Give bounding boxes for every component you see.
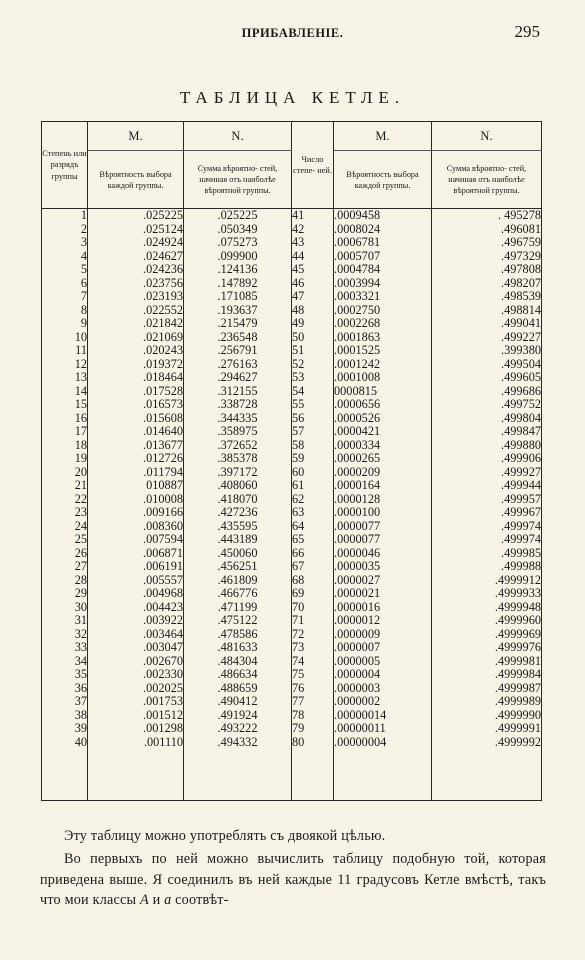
- table-cell: .002025: [143, 680, 183, 695]
- table-cell: 74: [292, 653, 305, 668]
- table-cell: .215479: [217, 316, 258, 330]
- table-cell: .00000011: [334, 721, 386, 735]
- table-cell: 30: [74, 599, 87, 614]
- table-cell: 41: [292, 208, 305, 222]
- table-cell: .499504: [501, 356, 541, 371]
- table-cell: .024924: [143, 235, 183, 249]
- table-cell: .0000007: [334, 640, 381, 654]
- table-cell: .4999969: [494, 626, 541, 641]
- table-cell: 6: [80, 275, 87, 290]
- column-N-description-right: Сумма вѣроятно- стей, начиная отъ наиболѣе вѣроятной группы.: [432, 151, 542, 209]
- table-cell: .494332: [217, 734, 258, 749]
- table-cell: 53: [292, 370, 305, 384]
- table-cell: .007594: [143, 532, 183, 546]
- table-cell: 35: [74, 667, 87, 681]
- table-cell: 8: [80, 302, 87, 317]
- table-cell: 38: [74, 707, 87, 722]
- table-cell: 39: [74, 721, 87, 735]
- table-cell: .001512: [143, 707, 183, 722]
- table-cell: .008360: [143, 518, 183, 533]
- table-cell: .0000016: [334, 599, 381, 614]
- table-cell: .498814: [501, 302, 541, 317]
- table-cell: .338728: [217, 397, 258, 411]
- table-cell: 20: [74, 464, 87, 479]
- table-cell: .003047: [143, 640, 183, 654]
- table-cell: .499957: [501, 491, 541, 506]
- table-cell: .010008: [143, 491, 183, 506]
- table-cell: .488659: [217, 680, 258, 695]
- table-cell: .499974: [501, 532, 541, 546]
- table-cell: .4999990: [494, 707, 541, 722]
- table-cell: . 495278: [497, 208, 541, 222]
- degree-column-header: Степень или разрядъ группы: [42, 122, 88, 209]
- table-cell: .4999981: [494, 653, 541, 668]
- table-cell: 50: [292, 329, 305, 344]
- table-cell: 76: [292, 680, 305, 695]
- table-cell: .0000012: [334, 613, 381, 627]
- table-cell: 5: [80, 262, 87, 276]
- table-cell: 17: [74, 424, 87, 438]
- table-cell: .499974: [501, 518, 541, 533]
- table-cell: .0000003: [334, 680, 381, 695]
- table-cell: .385378: [217, 451, 258, 465]
- number-column-header: Число степе- ней.: [292, 122, 334, 209]
- table-cell: 65: [292, 532, 305, 546]
- table-cell: .016573: [143, 397, 183, 411]
- table-cell: 3: [80, 235, 87, 249]
- table-cell: 71: [292, 613, 305, 627]
- table-cell: .435595: [217, 518, 258, 533]
- table-cell: .408060: [217, 478, 258, 492]
- table-cell: .0000027: [334, 572, 381, 587]
- table-cell: 10: [74, 329, 87, 344]
- table-cell: 55: [292, 397, 305, 411]
- probability-column-left: [88, 209, 184, 801]
- table-cell: .499686: [501, 383, 541, 398]
- table-cell: .00000014: [334, 707, 387, 722]
- column-M-header-left: M.: [88, 122, 184, 151]
- table-cell: 37: [74, 694, 87, 708]
- table-cell: .001110: [143, 734, 183, 749]
- table-cell: 54: [292, 383, 305, 398]
- table-cell: .017528: [143, 383, 183, 398]
- table-cell: .497329: [501, 248, 541, 263]
- table-cell: 59: [292, 451, 305, 465]
- table-cell: .024236: [143, 262, 183, 276]
- column-M-description-left: Вѣроятность выбора каждой группы.: [88, 151, 184, 209]
- table-cell: 1: [80, 208, 87, 222]
- table-cell: .003464: [143, 626, 183, 641]
- table-cell: .099900: [217, 248, 258, 263]
- paragraph-2-text: Во первыхъ по ней можно вычислить таблицу подобную той, которая приведена выше. Я соединилъ въ ней каждые 11 градусовъ Кетле вмѣстѣ, такъ что мои классы: [40, 851, 546, 908]
- table-cell: .491924: [217, 707, 258, 722]
- table-cell: .0004784: [334, 262, 381, 276]
- table-cell: 21: [74, 478, 87, 492]
- table-cell: .0001242: [334, 356, 381, 371]
- table-cell: 9: [80, 316, 87, 330]
- table-cell: .358975: [217, 424, 258, 438]
- table-cell: .0000334: [334, 437, 381, 452]
- table-cell: .006871: [143, 545, 183, 560]
- table-cell: .001298: [143, 721, 183, 735]
- table-cell: 66: [292, 545, 305, 560]
- table-cell: 49: [292, 316, 305, 330]
- table-cell: .497808: [501, 262, 541, 276]
- paragraph-2: [40, 849, 546, 911]
- table-cell: .499985: [501, 545, 541, 560]
- table-cell: .496081: [501, 221, 541, 236]
- table-cell: .443189: [217, 532, 258, 546]
- table-cell: .344335: [217, 410, 258, 425]
- table-cell: .0000004: [334, 667, 381, 681]
- table-cell: .0000421: [334, 424, 381, 438]
- table-cell: .418070: [217, 491, 258, 506]
- column-N-header-left: N.: [184, 122, 292, 151]
- table-cell: .0000128: [334, 491, 381, 506]
- paragraph-2-end: соотвѣт-: [171, 892, 229, 908]
- table-cell: .011794: [143, 464, 183, 479]
- table-cell: 47: [292, 289, 305, 303]
- table-cell: .0008024: [334, 221, 381, 236]
- table-cell: .0003994: [334, 275, 381, 290]
- table-cell: .001753: [143, 694, 183, 708]
- table-cell: .002670: [143, 653, 183, 668]
- table-cell: 36: [74, 680, 87, 695]
- table-cell: .4999984: [494, 667, 541, 681]
- table-cell: 23: [74, 505, 87, 519]
- table-cell: .0000164: [334, 478, 381, 492]
- table-cell: .012726: [143, 451, 183, 465]
- table-cell: 40: [74, 734, 87, 749]
- table-cell: 18: [74, 437, 87, 452]
- table-cell: .024627: [143, 248, 183, 263]
- table-cell: .075273: [217, 235, 258, 249]
- degree-column-left: [42, 209, 88, 801]
- table-cell: .022552: [143, 302, 183, 317]
- table-cell: .397172: [217, 464, 258, 479]
- table-cell: .015608: [143, 410, 183, 425]
- table-cell: .499804: [501, 410, 541, 425]
- table-cell: .025124: [143, 221, 183, 236]
- table-cell: .499880: [501, 437, 541, 452]
- table-cell: .4999960: [494, 613, 541, 627]
- table-cell: .312155: [217, 383, 258, 398]
- column-M-description-right: Вѣроятность выбора каждой группы.: [334, 151, 432, 209]
- cumulative-column-right: [432, 209, 542, 801]
- table-cell: .004968: [143, 586, 183, 600]
- table-cell: 16: [74, 410, 87, 425]
- probability-column-right: [334, 209, 432, 801]
- table-cell: .478586: [217, 626, 258, 641]
- table-cell: 19: [74, 451, 87, 465]
- table-cell: 48: [292, 302, 305, 317]
- table-cell: .276163: [217, 356, 258, 371]
- table-cell: .499847: [501, 424, 541, 438]
- table-cell: 73: [292, 640, 305, 654]
- table-cell: 58: [292, 437, 305, 452]
- table-cell: 33: [74, 640, 87, 654]
- table-cell: .498207: [501, 275, 541, 290]
- column-N-header-right: N.: [432, 122, 542, 151]
- table-cell: 77: [292, 694, 305, 708]
- table-cell: 26: [74, 545, 87, 560]
- table-cell: 79: [292, 721, 305, 735]
- table-cell: .450060: [217, 545, 258, 560]
- cumulative-column-left: [184, 209, 292, 801]
- table-cell: .256791: [217, 343, 258, 357]
- table-cell: .003922: [143, 613, 183, 627]
- table-cell: 34: [74, 653, 87, 668]
- table-cell: .0009458: [334, 208, 381, 222]
- table-cell: 43: [292, 235, 305, 249]
- table-cell: 22: [74, 491, 87, 506]
- table-cell: 11: [75, 343, 87, 357]
- running-title: ПРИБАВЛЕНІЕ.: [241, 26, 344, 40]
- table-cell: .023193: [143, 289, 183, 303]
- table-cell: 67: [292, 559, 305, 573]
- table-cell: .0000100: [334, 505, 381, 519]
- table-cell: .0000526: [334, 410, 381, 425]
- table-cell: 010887: [146, 478, 183, 492]
- class-a-symbol: a: [164, 892, 172, 908]
- table-cell: .0005707: [334, 248, 381, 263]
- table-cell: .0001008: [334, 370, 381, 384]
- table-cell: .499988: [501, 559, 541, 573]
- table-cell: .050349: [217, 221, 258, 236]
- table-cell: .372652: [217, 437, 258, 452]
- table-cell: .0000021: [334, 586, 381, 600]
- table-cell: 68: [292, 572, 305, 587]
- class-A-symbol: A: [139, 892, 149, 908]
- table-cell: .499752: [501, 397, 541, 411]
- table-cell: .021069: [143, 329, 183, 344]
- table-cell: .484304: [217, 653, 258, 668]
- table-cell: 52: [292, 356, 305, 371]
- table-cell: 64: [292, 518, 305, 533]
- table-cell: .0000009: [334, 626, 381, 641]
- table-cell: .499927: [501, 464, 541, 479]
- table-cell: .490412: [217, 694, 258, 708]
- table-cell: .0000035: [334, 559, 381, 573]
- table-cell: .493222: [217, 721, 258, 735]
- table-cell: .025225: [143, 208, 183, 222]
- table-cell: 24: [74, 518, 87, 533]
- table-cell: .4999987: [494, 680, 541, 695]
- table-cell: .013677: [143, 437, 183, 452]
- table-cell: 28: [74, 572, 87, 587]
- table-cell: .004423: [143, 599, 183, 614]
- table-cell: 45: [292, 262, 305, 276]
- table-cell: 56: [292, 410, 305, 425]
- table-cell: .019372: [143, 356, 183, 371]
- table-cell: 72: [292, 626, 305, 641]
- table-cell: .0000209: [334, 464, 381, 479]
- table-cell: .00000004: [334, 734, 387, 749]
- table-cell: .499967: [501, 505, 541, 519]
- table-cell: .499605: [501, 370, 541, 384]
- table-cell: 63: [292, 505, 305, 519]
- table-cell: 51: [292, 343, 305, 357]
- table-cell: .461809: [217, 572, 258, 587]
- table-cell: .0000002: [334, 694, 381, 708]
- table-cell: .006191: [143, 559, 183, 573]
- table-cell: 46: [292, 275, 305, 290]
- paragraph-1: Эту таблицу можно употреблять съ двоякой цѣлью.: [64, 828, 386, 844]
- table-cell: .499906: [501, 451, 541, 465]
- table-cell: .486634: [217, 667, 258, 681]
- table-cell: .4999989: [494, 694, 541, 708]
- table-cell: 69: [292, 586, 305, 600]
- table-cell: .4999976: [494, 640, 541, 654]
- table-cell: .0000005: [334, 653, 381, 668]
- table-cell: .4999992: [494, 734, 541, 749]
- table-cell: .475122: [217, 613, 258, 627]
- table-cell: .471199: [217, 599, 258, 614]
- table-cell: .499041: [501, 316, 541, 330]
- degree-column-right: [292, 209, 334, 801]
- table-cell: .496759: [501, 235, 541, 249]
- table-cell: .498539: [501, 289, 541, 303]
- table-cell: .0003321: [334, 289, 381, 303]
- column-N-description-left: Сумма вѣроятно- стей, начиная отъ наиболѣе вѣроятной группы.: [184, 151, 292, 209]
- table-cell: .0000265: [334, 451, 381, 465]
- table-cell: 60: [292, 464, 305, 479]
- table-cell: 13: [74, 370, 87, 384]
- table-cell: 78: [292, 707, 305, 722]
- table-cell: .0001863: [334, 329, 381, 344]
- table-cell: .193637: [217, 302, 258, 317]
- table-cell: 70: [292, 599, 305, 614]
- table-cell: 7: [80, 289, 87, 303]
- table-cell: 57: [292, 424, 305, 438]
- table-cell: 12: [74, 356, 87, 371]
- table-cell: .0001525: [334, 343, 381, 357]
- running-head: [0, 22, 585, 46]
- table-cell: .427236: [217, 505, 258, 519]
- table-cell: 27: [74, 559, 87, 573]
- table-cell: 42: [292, 221, 305, 236]
- table-cell: .4999912: [494, 572, 541, 587]
- table-cell: 15: [74, 397, 87, 411]
- page-number: 295: [514, 22, 540, 41]
- table-cell: .124136: [217, 262, 258, 276]
- table-cell: 75: [292, 667, 305, 681]
- table-cell: .456251: [217, 559, 258, 573]
- table-cell: 4: [80, 248, 87, 263]
- table-cell: .025225: [217, 208, 258, 222]
- table-cell: 44: [292, 248, 305, 263]
- paragraph-2-conjunction: и: [148, 892, 165, 908]
- table-cell: 62: [292, 491, 305, 506]
- table-cell: .0000656: [334, 397, 381, 411]
- table-cell: .4999991: [494, 721, 541, 735]
- table-cell: 32: [74, 626, 87, 641]
- table-cell: 29: [74, 586, 87, 600]
- quetelet-table: [41, 121, 542, 801]
- table-cell: 14: [74, 383, 87, 398]
- table-cell: .171085: [217, 289, 258, 303]
- table-cell: .0006781: [334, 235, 381, 249]
- table-cell: .294627: [217, 370, 258, 384]
- table-cell: .014640: [143, 424, 183, 438]
- table-cell: .023756: [143, 275, 183, 290]
- table-cell: 25: [74, 532, 87, 546]
- table-cell: .147892: [217, 275, 258, 290]
- table-cell: .0000077: [334, 532, 381, 546]
- table-cell: .0002750: [334, 302, 381, 317]
- table-cell: 61: [292, 478, 305, 492]
- table-cell: .018464: [143, 370, 183, 384]
- table-cell: .002330: [143, 667, 183, 681]
- table-cell: .0000077: [334, 518, 381, 533]
- table-cell: .020243: [143, 343, 183, 357]
- table-cell: .499944: [501, 478, 541, 492]
- table-cell: 0000815: [334, 383, 378, 398]
- table-cell: .005557: [143, 572, 183, 587]
- table-cell: .009166: [143, 505, 183, 519]
- table-cell: .399380: [501, 343, 541, 357]
- table-title: ТАБЛИЦА КЕТЛЕ.: [179, 88, 406, 107]
- table-cell: .481633: [217, 640, 258, 654]
- table-cell: 2: [80, 221, 87, 236]
- table-cell: .021842: [143, 316, 183, 330]
- table-cell: .0002268: [334, 316, 381, 330]
- table-cell: .466776: [217, 586, 258, 600]
- table-cell: .499227: [501, 329, 541, 344]
- table-cell: .0000046: [334, 545, 381, 560]
- table-cell: .4999948: [494, 599, 541, 614]
- table-cell: .236548: [217, 329, 258, 344]
- table-cell: 80: [292, 734, 305, 749]
- table-cell: .4999933: [494, 586, 541, 600]
- column-M-header-right: M.: [334, 122, 432, 151]
- table-cell: 31: [74, 613, 87, 627]
